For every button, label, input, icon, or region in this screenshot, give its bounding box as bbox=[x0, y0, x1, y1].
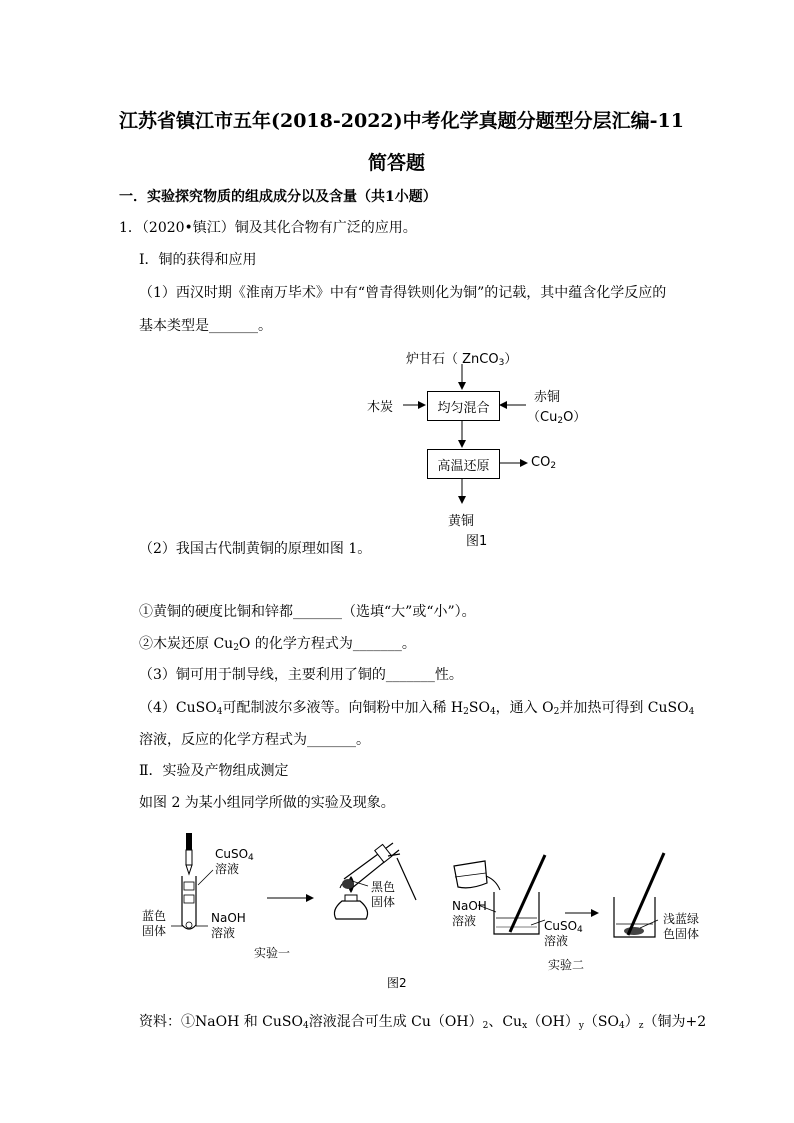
beaker-icon bbox=[494, 892, 539, 934]
fig2-blue-solid-label: 蓝色 固体 bbox=[142, 909, 167, 938]
fig2-cuso4b-label: CuSO$_4$ 溶液 bbox=[544, 919, 583, 948]
fig1-reduce-box: 高温还原 bbox=[427, 449, 500, 479]
page-title-line1: 江苏省镇江市五年(2018-2022)中考化学真题分题型分层汇编-11 bbox=[119, 110, 684, 132]
fig1-co2-label: $CO_2$ bbox=[531, 455, 557, 471]
part2-heading: Ⅱ．实验及产物组成测定 bbox=[139, 763, 289, 779]
q4-line2: 溶液，反应的化学方程式为_______。 bbox=[139, 732, 370, 748]
fig2-lightgreen-label: 浅蓝绿 色固体 bbox=[663, 912, 700, 941]
fig2-caption: 图2 bbox=[387, 976, 407, 990]
fig2-exp2-label: 实验二 bbox=[548, 958, 585, 972]
test-tube-icon bbox=[182, 876, 196, 929]
fig1-caption: 图1 bbox=[466, 534, 488, 549]
q1-line1: （1）西汉时期《淮南万毕术》中有“曾青得铁则化为铜”的记载，其中蕴含化学反应的 bbox=[139, 285, 667, 301]
fig1-right-label2: $(Cu_2O)$ bbox=[527, 410, 587, 426]
q1-line2: 基本类型是_______。 bbox=[139, 318, 272, 334]
q2-a: ①黄铜的硬度比铜和锌都_______（选填“大”或“小”）。 bbox=[139, 604, 476, 620]
q2-intro: （2）我国古代制黄铜的原理如图 1。 bbox=[139, 541, 372, 557]
fig2-exp1-label: 实验一 bbox=[254, 946, 291, 960]
data-note-line: 资料：①NaOH 和 CuSO$_4$溶液混合可生成 $Cu(OH)_2$、$Cu_x(OH)_y(SO_4)_z$（铜为+2 bbox=[139, 1014, 707, 1031]
dropper-icon bbox=[186, 833, 192, 874]
fig1-mix-box: 均匀混合 bbox=[427, 391, 500, 421]
q3: （3）铜可用于制导线，主要利用了铜的_______性。 bbox=[139, 667, 463, 683]
question-stem: 1．（2020•镇江）铜及其化合物有广泛的应用。 bbox=[119, 220, 417, 236]
q4-line1: （4）CuSO$_4$可配制波尔多液等。向铜粉中加入稀 $H_2SO_4$，通入 $O_2$并加热可得到 CuSO$_4$ bbox=[139, 700, 695, 717]
fig2-cuso4-label: CuSO$_4$ 溶液 bbox=[215, 847, 254, 876]
fig2-intro: 如图 2 为某小组同学所做的实验及现象。 bbox=[139, 795, 395, 811]
page-title-line2: 简答题 bbox=[368, 152, 426, 174]
fig1-top-label: 炉甘石（ ZnCO$_3$） bbox=[406, 352, 518, 368]
fig1-bottom-label: 黄铜 bbox=[448, 514, 475, 529]
q2-b: ②木炭还原 $Cu_2O$ 的化学方程式为_______。 bbox=[139, 636, 416, 653]
fig2-naoh-label: NaOH 溶液 bbox=[211, 911, 246, 940]
fig1-right-label1: 赤铜 bbox=[534, 390, 561, 405]
part1-heading: Ⅰ．铜的获得和应用 bbox=[139, 252, 257, 268]
fig2-black-solid-label: 黑色 固体 bbox=[371, 880, 396, 909]
section-heading: 一．实验探究物质的组成成分以及含量（共1小题） bbox=[119, 189, 437, 205]
pouring-beaker-icon bbox=[454, 861, 500, 890]
fig1-left-label: 木炭 bbox=[367, 400, 394, 415]
fig2-naoh2-label: NaOH 溶液 bbox=[452, 899, 487, 928]
